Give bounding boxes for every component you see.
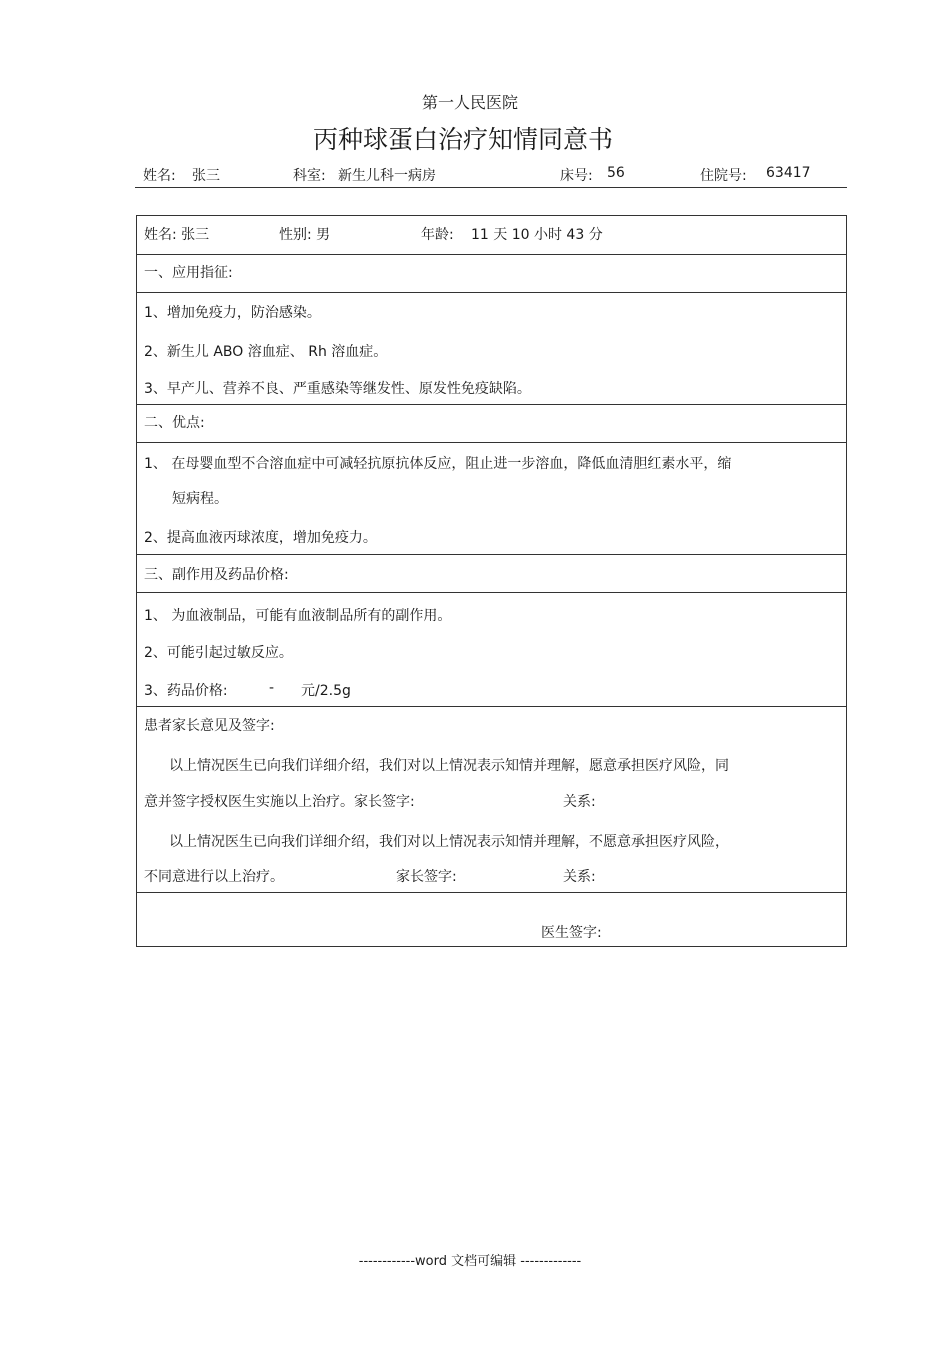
row-divider <box>137 292 846 293</box>
patient-name: 姓名: 张三 <box>144 227 210 243</box>
advantage-item-1-cont: 短病程。 <box>172 491 228 507</box>
consent-heading: 患者家长意见及签字: <box>144 718 275 734</box>
row-divider <box>137 442 846 443</box>
side-effect-item-1: 1、 为血液制品，可能有血液制品所有的副作用。 <box>144 608 452 624</box>
agree-relation-label: 关系: <box>563 794 596 810</box>
header-rule <box>135 187 847 188</box>
advantage-item-2: 2、提高血液丙球浓度，增加免疫力。 <box>144 530 377 546</box>
consent-agree-text-cont: 意并签字授权医生实施以上治疗。家长签字: <box>144 794 415 810</box>
row-divider <box>137 254 846 255</box>
consent-form-table <box>136 215 847 947</box>
header-admission-value: 63417 <box>766 165 811 181</box>
side-effects-heading: 三、副作用及药品价格: <box>144 567 289 583</box>
indication-item: 2、新生儿 ABO 溶血症、 Rh 溶血症。 <box>144 344 388 360</box>
consent-refuse-text: 以上情况医生已向我们详细介绍，我们对以上情况表示知情并理解，不愿意承担医疗风险， <box>169 834 729 850</box>
patient-gender: 性别: 男 <box>279 227 331 243</box>
hospital-name: 第一人民医院 <box>421 93 518 112</box>
header-bed-value: 56 <box>607 165 625 181</box>
header-bed-label: 床号: <box>560 168 593 184</box>
header-admission-label: 住院号: <box>700 168 747 184</box>
consent-agree-text: 以上情况医生已向我们详细介绍，我们对以上情况表示知情并理解，愿意承担医疗风险，同 <box>169 758 729 774</box>
refuse-relation-label: 关系: <box>563 869 596 885</box>
consent-refuse-text-cont: 不同意进行以上治疗。 <box>144 869 284 885</box>
row-divider <box>137 404 846 405</box>
side-effect-item-2: 2、可能引起过敏反应。 <box>144 645 293 661</box>
price-label: 3、药品价格: <box>144 683 228 699</box>
refuse-signature-label: 家长签字: <box>396 869 457 885</box>
row-divider <box>137 554 846 555</box>
header-name-value: 张三 <box>192 168 220 184</box>
patient-age-label: 年龄: <box>421 227 454 243</box>
patient-age-value: 11 天 10 小时 43 分 <box>471 227 603 243</box>
indication-item: 3、早产儿、营养不良、严重感染等继发性、原发性免疫缺陷。 <box>144 381 531 397</box>
price-value: - <box>269 680 275 696</box>
header-dept-value: 新生儿科一病房 <box>338 168 436 184</box>
advantage-item-1: 1、 在母婴血型不合溶血症中可减轻抗原抗体反应，阻止进一步溶血，降低血清胆红素水平，缩 <box>144 456 732 472</box>
header-dept-label: 科室: <box>293 168 326 184</box>
advantages-heading: 二、优点: <box>144 415 205 431</box>
doctor-signature-label: 医生签字: <box>541 925 602 941</box>
price-unit: 元/2.5g <box>301 683 351 699</box>
row-divider <box>137 706 846 707</box>
row-divider <box>137 892 846 893</box>
header-name-label: 姓名: <box>143 168 176 184</box>
row-divider <box>137 592 846 593</box>
page-footer: ------------word 文档可编辑 ------------- <box>358 1254 582 1269</box>
indication-item: 1、增加免疫力，防治感染。 <box>144 305 321 321</box>
indications-heading: 一、应用指征: <box>144 265 233 281</box>
document-title: 丙种球蛋白治疗知情同意书 <box>312 125 613 154</box>
